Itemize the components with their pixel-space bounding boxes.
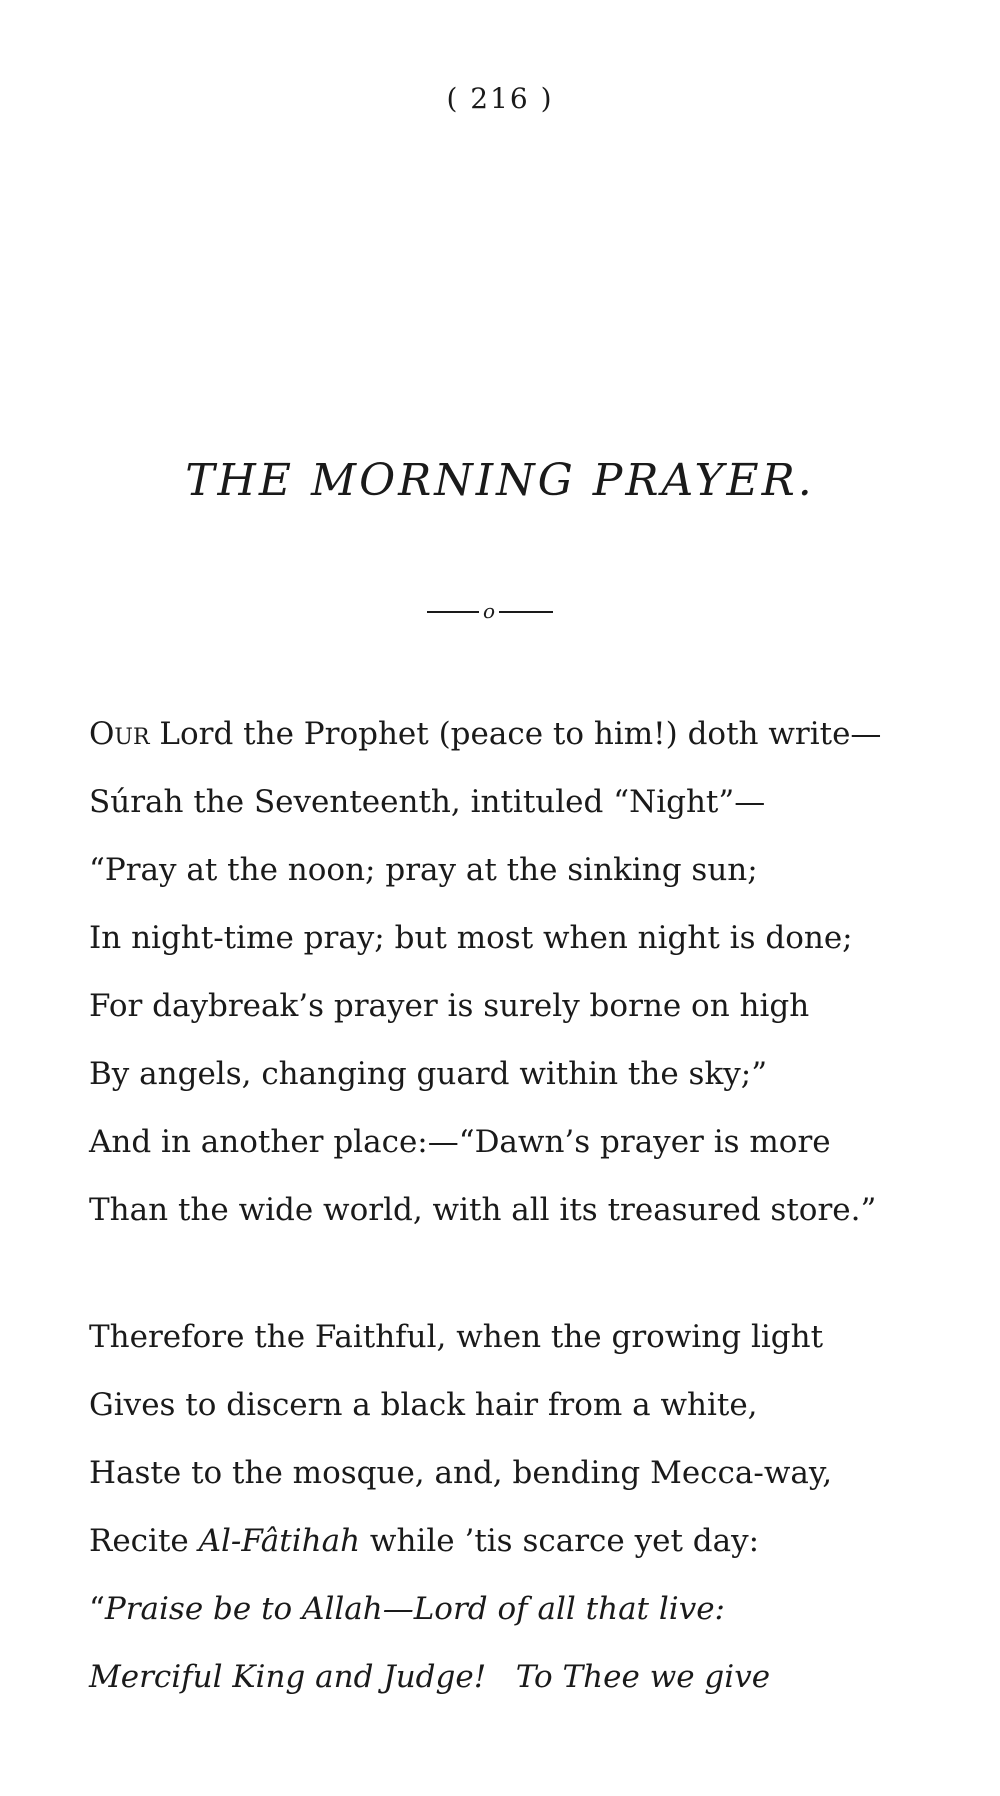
poem-line: Therefore the Faithful, when the growing light xyxy=(89,1319,824,1355)
line-text: Recite xyxy=(89,1523,199,1559)
opening-word: Our xyxy=(89,716,150,752)
line-text: Lord the Prophet (peace to him!) doth write— xyxy=(149,716,882,752)
stanza-1 xyxy=(89,712,949,1256)
quoted-prayer: Merciful King and Judge! To Thee we give xyxy=(89,1659,771,1695)
ornament-rule-left xyxy=(427,611,479,613)
poem-line: “Pray at the noon; pray at the sinking sun; xyxy=(89,852,758,888)
stanza-2 xyxy=(89,1315,949,1723)
ornament-rule-right xyxy=(499,611,553,613)
poem-line xyxy=(89,1519,949,1587)
poem-line: In night-time pray; but most when night is done; xyxy=(89,920,853,956)
poem-line: Gives to discern a black hair from a white, xyxy=(89,1387,758,1423)
poem-line xyxy=(89,1587,949,1655)
open-quote: “ xyxy=(89,1591,105,1627)
poem-line: For daybreak’s prayer is surely borne on high xyxy=(89,988,810,1024)
poem-line: Súrah the Seventeenth, intituled “Night”— xyxy=(89,784,766,820)
poem-line: Than the wide world, with all its treasured store.” xyxy=(89,1192,877,1228)
poem-line: And in another place:—“Dawn’s prayer is more xyxy=(89,1124,831,1160)
poem-title: THE MORNING PRAYER. xyxy=(185,455,815,506)
ornament-mark: o xyxy=(482,599,496,623)
title-ornament xyxy=(427,597,553,627)
line-text: while ’tis scarce yet day: xyxy=(360,1523,760,1559)
quoted-prayer: Praise be to Allah—Lord of all that live: xyxy=(104,1591,725,1627)
poem-line: By angels, changing guard within the sky;” xyxy=(89,1056,768,1092)
page-number: ( 216 ) xyxy=(446,82,554,115)
poem-line xyxy=(89,1655,949,1723)
poem-line: Haste to the mosque, and, bending Mecca-way, xyxy=(89,1455,833,1491)
poem-line xyxy=(89,712,949,780)
sura-name: Al-Fâtihah xyxy=(198,1523,361,1559)
